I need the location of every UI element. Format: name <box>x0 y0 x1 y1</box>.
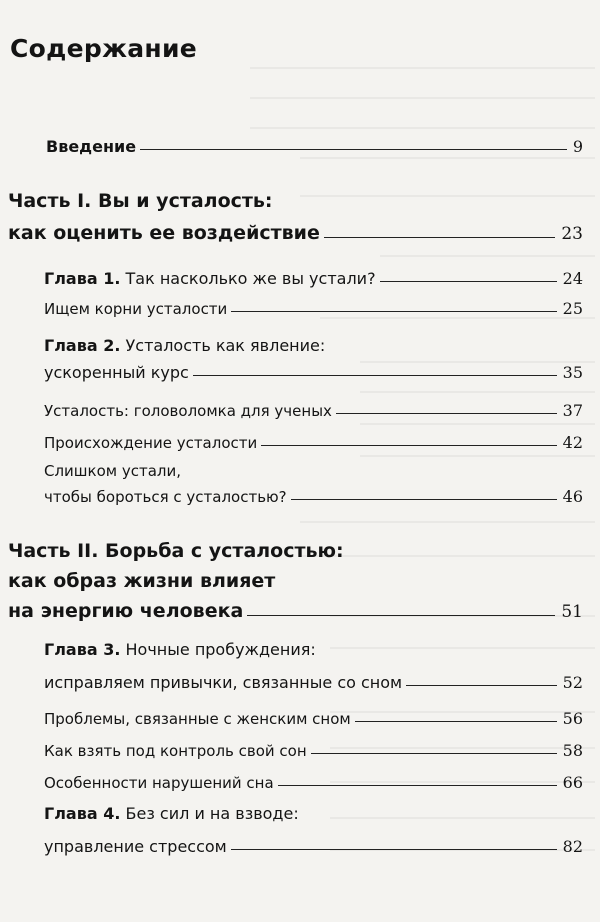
toc-entry-section[interactable] <box>44 734 583 760</box>
entry-page: 56 <box>562 709 583 728</box>
toc-entry-section[interactable] <box>44 426 583 452</box>
chapter-4-title-line1 <box>44 804 299 823</box>
chapter-3-title-line1 <box>44 640 316 659</box>
chapter-title: Так насколько же вы устали? <box>125 269 376 288</box>
chapter-title: Без сил и на взводе: <box>125 804 299 823</box>
toc-entry-part-1[interactable] <box>8 218 583 244</box>
entry-page: 9 <box>572 137 583 156</box>
toc-entry-section[interactable] <box>44 702 583 728</box>
entry-page: 66 <box>562 773 583 792</box>
toc-entry-chapter-4[interactable] <box>44 830 583 856</box>
entry-page: 42 <box>562 433 583 452</box>
entry-page: 82 <box>562 837 583 856</box>
entry-page: 51 <box>561 602 583 622</box>
chapter-number: Глава 2. <box>44 336 121 355</box>
entry-label: чтобы бороться с усталостью? <box>44 488 287 506</box>
chapter-title-line2: ускоренный курс <box>44 363 189 382</box>
entry-label: Происхождение усталости <box>44 434 258 452</box>
part-2-title-line2: как образ жизни влияет <box>8 570 276 592</box>
entry-label: Проблемы, связанные с женским сном <box>44 710 351 728</box>
chapter-number: Глава 1. <box>44 269 121 288</box>
entry-page: 25 <box>562 299 583 318</box>
toc-entry-chapter-3[interactable] <box>44 666 583 692</box>
entry-page: 46 <box>562 487 583 506</box>
entry-label: Как взять под контроль свой сон <box>44 742 307 760</box>
dot-leader <box>140 148 567 150</box>
chapter-title-line2: исправляем привычки, связанные со сном <box>44 673 403 692</box>
toc-entry-section[interactable] <box>44 480 583 506</box>
page-title: Содержание <box>10 34 198 63</box>
part-2-title-line1: Часть II. Борьба с усталостью: <box>8 540 344 562</box>
chapter-title-line2: управление стрессом <box>44 837 227 856</box>
dot-leader <box>406 684 557 686</box>
dot-leader <box>380 280 557 282</box>
chapter-number: Глава 4. <box>44 804 121 823</box>
dot-leader <box>336 412 557 414</box>
dot-leader <box>291 498 557 500</box>
toc-entry-section[interactable] <box>44 394 583 420</box>
entry-page: 37 <box>562 401 583 420</box>
toc-entry-section[interactable] <box>44 766 583 792</box>
toc-entry-chapter-2[interactable] <box>44 356 583 382</box>
toc-entry-section[interactable] <box>44 292 583 318</box>
dot-leader <box>231 310 556 312</box>
dot-leader <box>324 236 555 238</box>
entry-label: Усталость: головоломка для ученых <box>44 402 332 420</box>
dot-leader <box>311 752 557 754</box>
part-2-title-line3: на энергию человека <box>8 600 244 622</box>
entry-page: 58 <box>562 741 583 760</box>
section-title-line1: Слишком устали, <box>44 462 182 480</box>
entry-label: Введение <box>46 137 137 156</box>
entry-label <box>44 269 376 288</box>
entry-page: 52 <box>562 673 583 692</box>
toc-entry-chapter-1[interactable] <box>44 262 583 288</box>
toc-entry-intro[interactable] <box>46 130 583 156</box>
dot-leader <box>193 374 557 376</box>
part-1-title-line1: Часть I. Вы и усталость: <box>8 190 273 212</box>
entry-label: Ищем корни усталости <box>44 300 228 318</box>
chapter-title: Усталость как явление: <box>125 336 326 355</box>
dot-leader <box>247 614 555 616</box>
dot-leader <box>231 848 557 850</box>
part-1-title-line2: как оценить ее воздействие <box>8 222 320 244</box>
entry-label: Особенности нарушений сна <box>44 774 274 792</box>
dot-leader <box>261 444 556 446</box>
entry-page: 24 <box>562 269 583 288</box>
entry-page: 23 <box>561 224 583 244</box>
dot-leader <box>278 784 557 786</box>
toc-entry-part-2[interactable] <box>8 596 583 622</box>
dot-leader <box>355 720 557 722</box>
chapter-number: Глава 3. <box>44 640 121 659</box>
chapter-title: Ночные пробуждения: <box>125 640 316 659</box>
entry-page: 35 <box>562 363 583 382</box>
chapter-2-title-line1 <box>44 336 325 355</box>
